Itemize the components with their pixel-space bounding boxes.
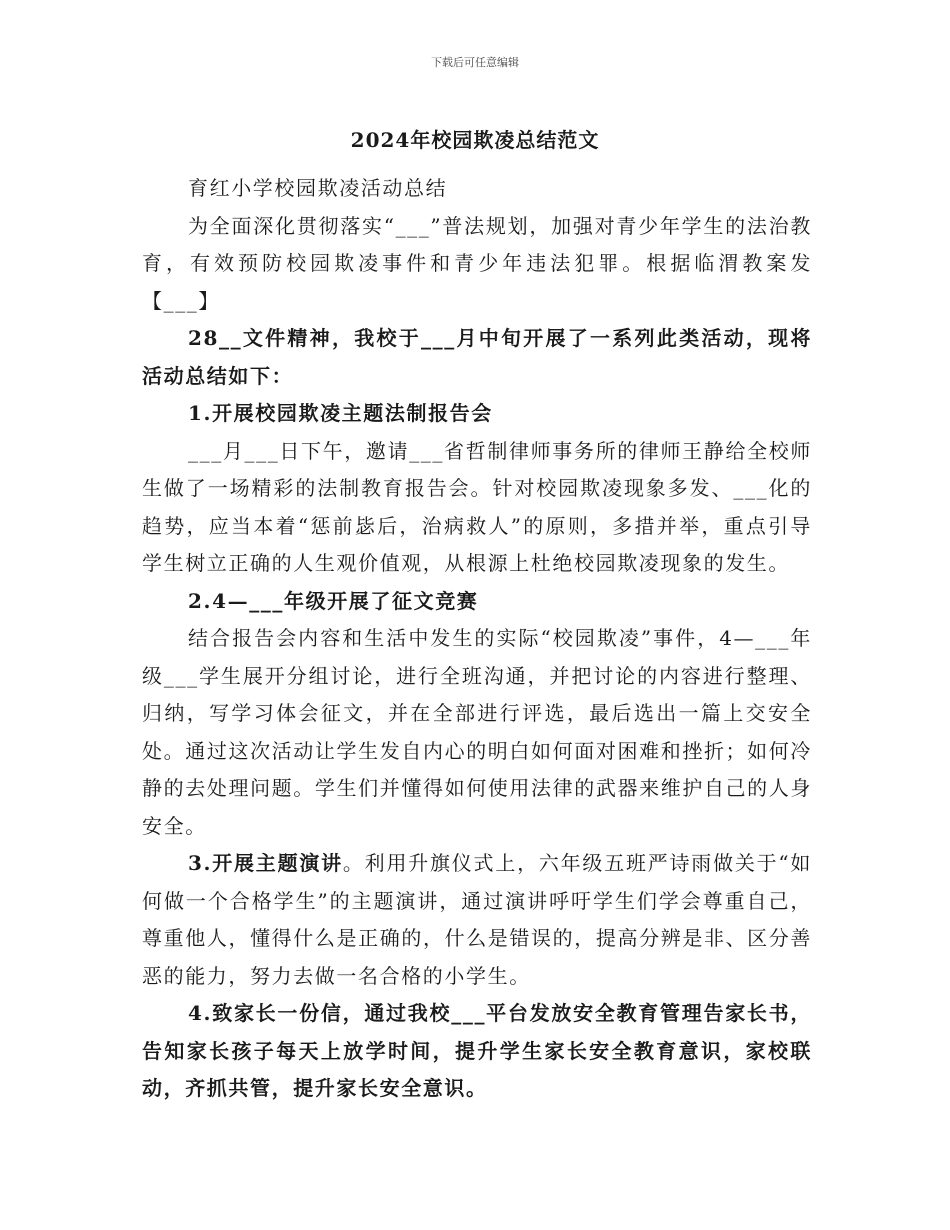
page-header: 下载后可任意编辑 [431,56,519,69]
section-4-paragraph: 4.致家长一份信，通过我校___平台发放安全教育管理告家长书，告知家长孩子每天上放学时间，提升学生家长安全教育意识，家校联动，齐抓共管，提升家长安全意识。 [142,1001,812,1100]
intro-bold-paragraph: 28__文件精神，我校于___月中旬开展了一系列此类活动，现将活动总结如下： [142,326,812,388]
intro-paragraph: 为全面深化贯彻落实“___”普法规划，加强对青少年学生的法治教育，有效预防校园欺凌事件和青少年违法犯罪。根据临渭教案发【___】 [142,213,812,313]
section-2-heading: 2.4—___年级开展了征文竞赛 [188,588,479,613]
section-2-text: 结合报告会内容和生活中发生的实际“校园欺凌”事件，4—___年级___学生展开分组讨论，进行全班沟通，并把讨论的内容进行整理、归纳，写学习体会征文，并在全部进行评选，最后选出一篇上交安全处。通过这次活动让学生发自内心的明白如何面对困难和挫折；如何冷静的去处理问题。学生们并懂得如何使用法律的武器来维护自己的人身安全。 [142,626,812,838]
section-3-paragraph [142,845,812,995]
subtitle: 育红小学校园欺凌活动总结 [188,176,448,200]
document-body [142,170,812,1108]
section-1-text: ___月___日下午，邀请___省哲制律师事务所的律师王静给全校师生做了一场精彩的法制教育报告会。针对校园欺凌现象多发、___化的趋势，应当本着“惩前毖后，治病救人”的原则，多措并举，重点引导学生树立正确的人生观价值观，从根源上杜绝校园欺凌现象的发生。 [142,438,812,575]
section-3-heading: 3.开展主题演讲 [188,851,343,875]
section-1-heading: 1.开展校园欺凌主题法制报告会 [188,401,493,425]
section-3-text: 。利用升旗仪式上，六年级五班严诗雨做关于“如何做一个合格学生”的主题演讲，通过演讲呼吁学生们学会尊重自己，尊重他人，懂得什么是正确的，什么是错误的，提高分辨是非、区分善恶的能力，努力去做一名合格的小学生。 [142,851,812,988]
document-title: 2024年校园欺凌总结范文 [350,128,600,152]
